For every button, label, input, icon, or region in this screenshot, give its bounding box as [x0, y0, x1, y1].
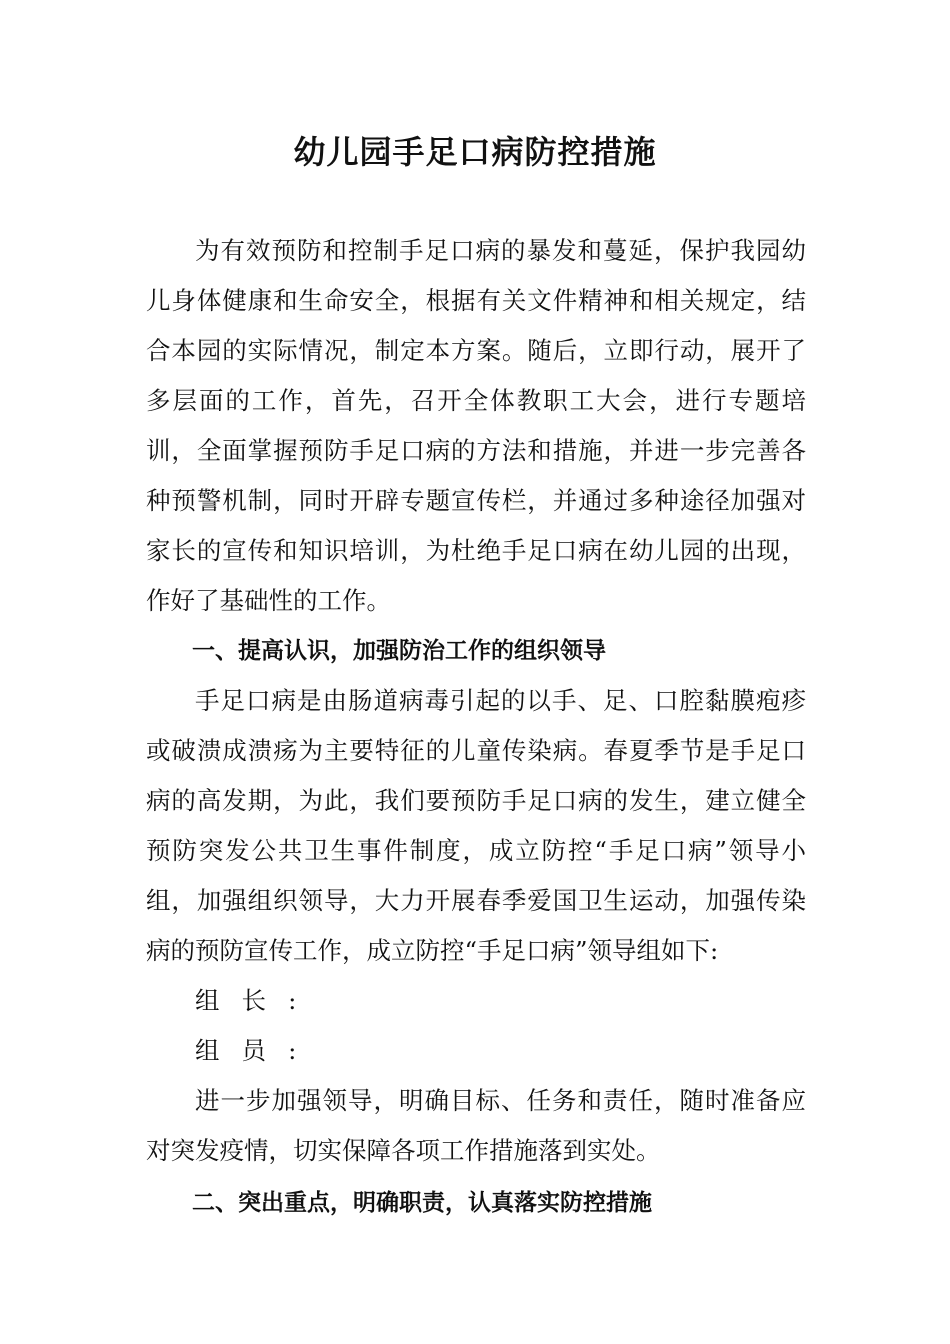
leader-label: 组长: [195, 986, 289, 1015]
intro-paragraph: 为有效预防和控制手足口病的暴发和蔓延，保护我园幼儿身体健康和生命安全，根据有关文件精神和相关规定，结合本园的实际情况，制定本方案。随后，立即行动，展开了多层面的工作，首先，召开全体教职工大会，进行专题培训，全面掌握预防手足口病的方法和措施，并进一步完善各种预警机制，同时开辟专题宣传栏，并通过多种途径加强对家长的宣传和知识培训，为杜绝手足口病在幼儿园的出现，作好了基础性的工作。: [146, 236, 806, 615]
section-1-paragraph-2: 进一步加强领导，明确目标、任务和责任，随时准备应对突发疫情，切实保障各项工作措施落到实处。: [146, 1086, 806, 1165]
member-colon: :: [288, 1036, 297, 1065]
leader-colon: :: [288, 986, 297, 1015]
member-label: 组员: [195, 1036, 289, 1065]
section-1-heading: 一、提高认识，加强防治工作的组织领导: [192, 638, 606, 664]
document-body: [146, 226, 806, 1228]
section-2-heading: 二、突出重点，明确职责，认真落实防控措施: [192, 1190, 652, 1216]
section-1-paragraph-1: 手足口病是由肠道病毒引起的以手、足、口腔黏膜疱疹或破溃成溃疡为主要特征的儿童传染病。春夏季节是手足口病的高发期，为此，我们要预防手足口病的发生，建立健全预防突发公共卫生事件制度，成立防控“手足口病”领导小组，加强组织领导，大力开展春季爱国卫生运动，加强传染病的预防宣传工作，成立防控“手足口病”领导组如下:: [146, 686, 806, 965]
document-title: 幼儿园手足口病防控措施: [293, 133, 657, 171]
member-line: [146, 1026, 806, 1076]
leader-line: [146, 976, 806, 1026]
